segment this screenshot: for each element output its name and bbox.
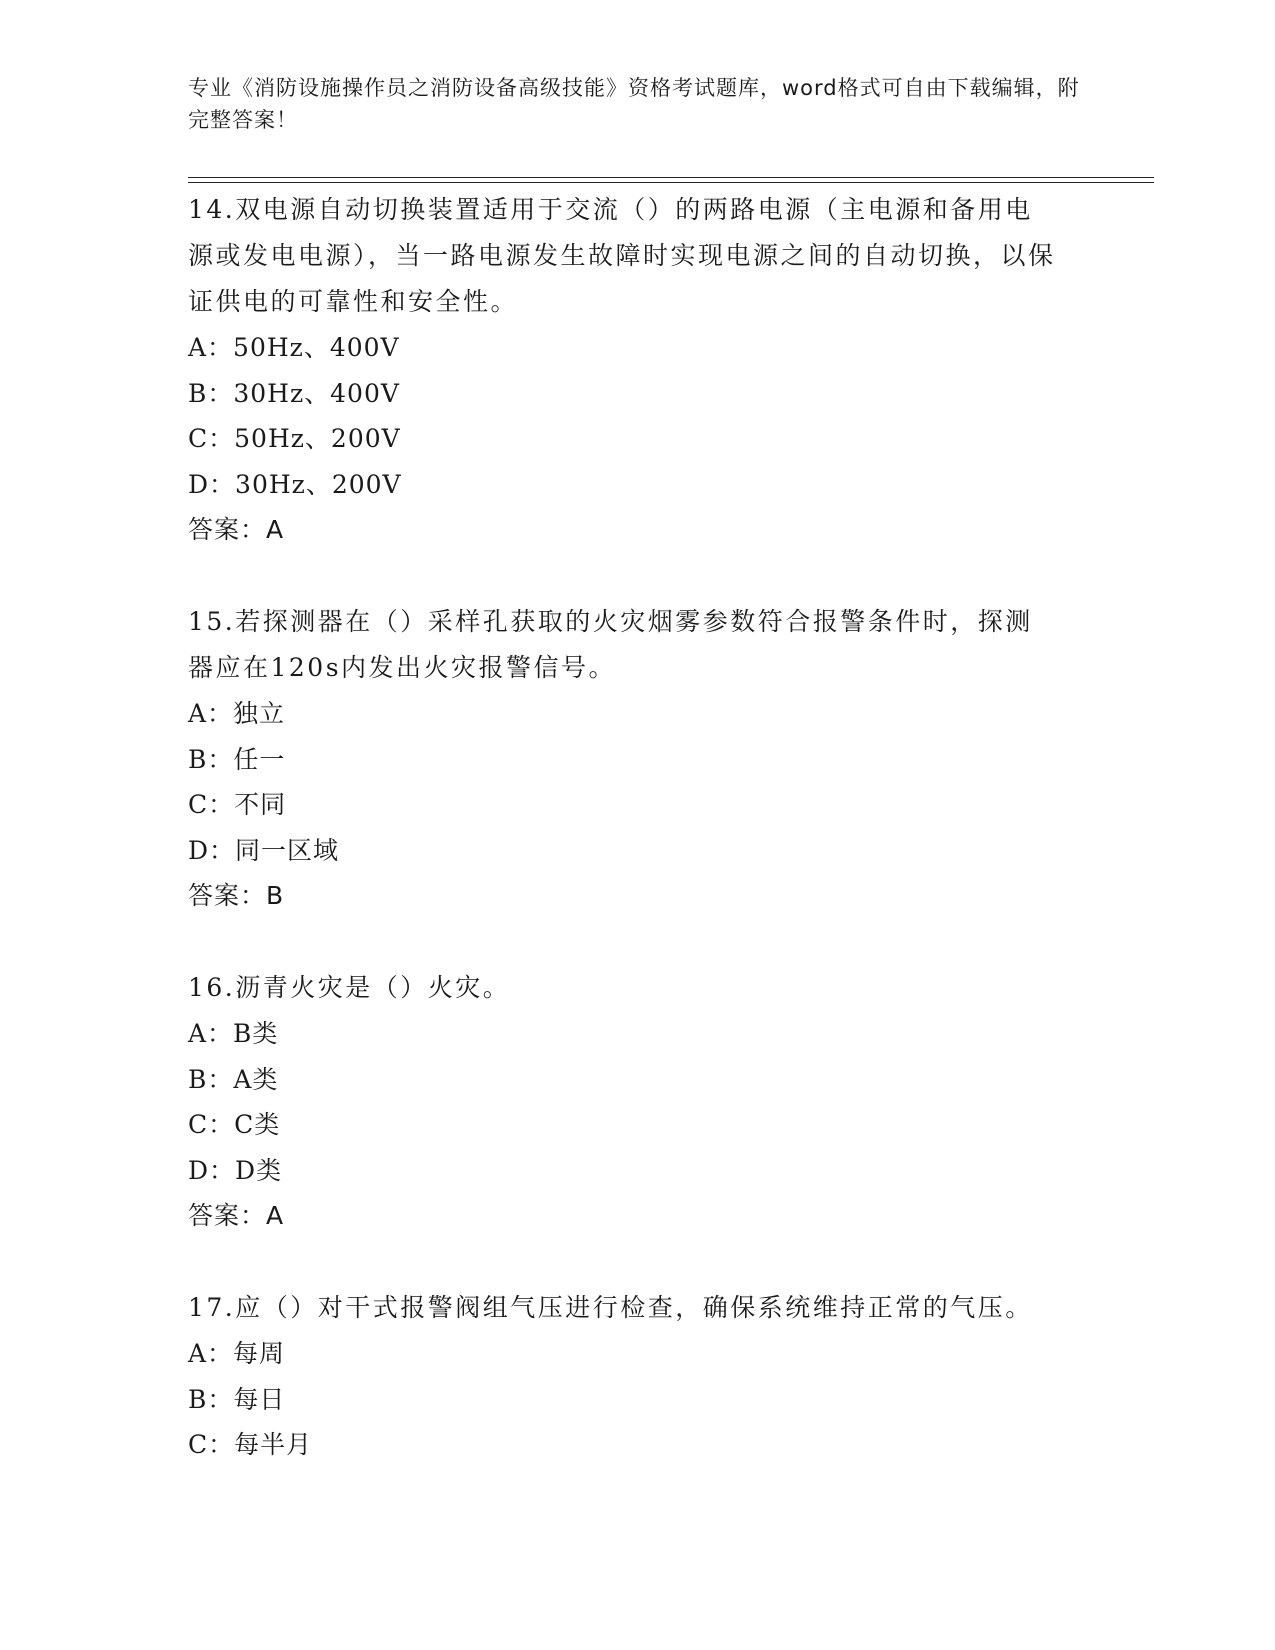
option-b: B：每日: [188, 1384, 286, 1414]
option-b: B：A类: [188, 1064, 279, 1094]
header-divider-top: [188, 177, 1154, 178]
question-stem: 15.若探测器在（）采样孔获取的火灾烟雾参数符合报警条件时，探测器应在120s内发出火灾报警信号。: [188, 607, 1033, 682]
question-17: [188, 1285, 1088, 1468]
header-divider-bottom: [188, 182, 1154, 183]
question-list: [188, 187, 1088, 1468]
question-stem: 16.沥青火灾是（）火灾。: [188, 973, 511, 1002]
answer: 答案：B: [188, 881, 285, 910]
question-stem: 14.双电源自动切换装置适用于交流（）的两路电源（主电源和备用电源或发电电源），当一路电源发生故障时实现电源之间的自动切换，以保证供电的可靠性和安全性。: [188, 195, 1056, 316]
option-c: C：C类: [188, 1110, 281, 1139]
question-16: [188, 965, 1088, 1239]
option-d: D：D类: [188, 1155, 283, 1185]
answer: 答案：A: [188, 1201, 285, 1230]
option-a: A：每周: [188, 1339, 286, 1368]
option-a: A：B类: [188, 1019, 279, 1048]
option-c: C：不同: [188, 790, 287, 819]
option-a: A：独立: [188, 699, 286, 728]
option-b: B：任一: [188, 744, 286, 774]
option-d: D：30Hz、200V: [188, 469, 402, 499]
question-stem: 17.应（）对干式报警阀组气压进行检查，确保系统维持正常的气压。: [188, 1293, 1033, 1322]
option-c: C：每半月: [188, 1430, 313, 1459]
option-c: C：50Hz、200V: [188, 424, 401, 453]
question-15: [188, 599, 1088, 919]
option-d: D：同一区域: [188, 835, 340, 865]
answer: 答案：A: [188, 515, 285, 544]
question-14: [188, 187, 1088, 553]
document-header: 专业《消防设施操作员之消防设备高级技能》资格考试题库，word格式可自由下载编辑，附完整答案！: [188, 76, 1080, 132]
option-a: A：50Hz、400V: [188, 333, 400, 362]
option-b: B：30Hz、400V: [188, 378, 400, 408]
